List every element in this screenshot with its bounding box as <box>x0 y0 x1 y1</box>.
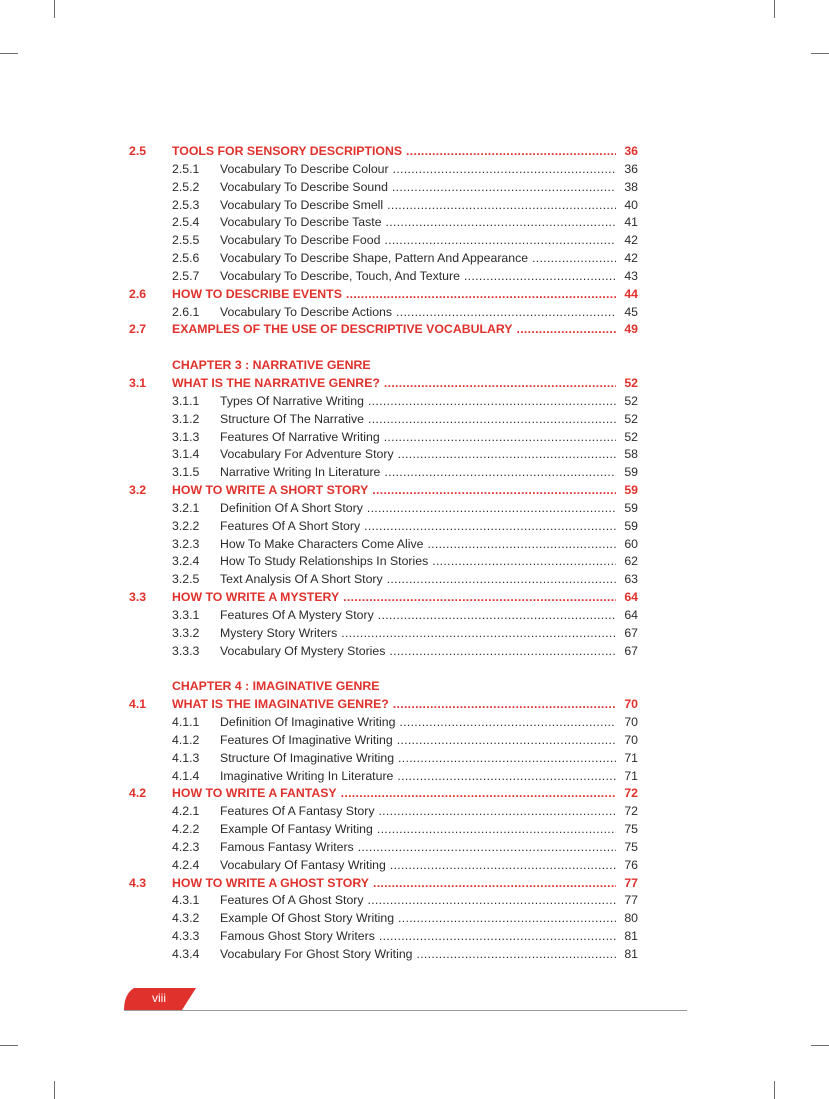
dot-leader <box>372 482 616 500</box>
entry-title: Structure Of Imaginative Writing <box>220 750 395 765</box>
entry-title: Vocabulary To Describe Actions <box>220 304 393 319</box>
dot-leader <box>399 714 616 732</box>
entry-page-number: 70 <box>624 732 638 747</box>
entry-title: Vocabulary Of Fantasy Writing <box>220 857 386 872</box>
entry-number: 4.2 <box>129 786 147 801</box>
entry-title: Vocabulary To Describe Taste <box>220 215 382 230</box>
entry-number: 2.5.6 <box>172 251 200 266</box>
dot-leader <box>384 232 616 250</box>
entry-title: Vocabulary Of Mystery Stories <box>220 643 386 658</box>
entry-title-line <box>172 696 616 714</box>
toc-subsection-entry[interactable] <box>0 803 829 821</box>
toc-subsection-entry[interactable] <box>0 268 829 286</box>
entry-title: Vocabulary To Describe Sound <box>220 179 388 194</box>
entry-title: WHAT IS THE IMAGINATIVE GENRE? <box>172 697 389 712</box>
toc-subsection-entry[interactable] <box>0 750 829 768</box>
toc-subsection-entry[interactable] <box>0 214 829 232</box>
entry-page-number: 52 <box>624 411 638 426</box>
dot-leader <box>397 732 616 750</box>
entry-number: 4.1.2 <box>172 732 200 747</box>
entry-title: Famous Ghost Story Writers <box>220 929 375 944</box>
entry-title: HOW TO WRITE A SHORT STORY <box>172 483 369 498</box>
entry-number: 3.2.4 <box>172 554 200 569</box>
entry-page-number: 72 <box>624 786 638 801</box>
entry-page-number: 58 <box>624 447 638 462</box>
entry-title-line <box>220 571 616 589</box>
entry-page-number: 77 <box>624 875 638 890</box>
entry-title-line <box>220 179 616 197</box>
dot-leader <box>384 375 616 393</box>
entry-page-number: 36 <box>624 161 638 176</box>
entry-page-number: 75 <box>624 822 638 837</box>
dot-leader <box>398 910 616 928</box>
entry-title: Features Of Narrative Writing <box>220 429 380 444</box>
toc-section-entry[interactable] <box>0 875 829 893</box>
chapter-spacer <box>0 660 829 678</box>
entry-page-number: 64 <box>624 607 638 622</box>
dot-leader <box>368 411 616 429</box>
toc-subsection-entry[interactable] <box>0 553 829 571</box>
entry-number: 4.3.4 <box>172 946 200 961</box>
entry-title: Features Of A Mystery Story <box>220 607 374 622</box>
entry-number: 2.5.5 <box>172 233 200 248</box>
crop-mark-bottom-left <box>54 1081 55 1099</box>
dot-leader <box>516 321 616 339</box>
entry-page-number: 59 <box>624 483 638 498</box>
entry-title-line <box>220 536 616 554</box>
dot-leader <box>378 803 616 821</box>
entry-number: 2.6.1 <box>172 304 200 319</box>
entry-title: Structure Of The Narrative <box>220 411 364 426</box>
dot-leader <box>532 250 616 268</box>
toc-subsection-entry[interactable] <box>0 643 829 661</box>
entry-title: Vocabulary For Adventure Story <box>220 447 394 462</box>
entry-title-line <box>172 321 616 339</box>
entry-title-line <box>172 286 616 304</box>
entry-page-number: 44 <box>624 286 638 301</box>
page-number-tab <box>124 988 196 1010</box>
entry-title-line <box>220 768 616 786</box>
entry-title: Example Of Ghost Story Writing <box>220 911 395 926</box>
toc-section-entry[interactable] <box>0 375 829 393</box>
entry-title: Definition Of Imaginative Writing <box>220 715 396 729</box>
entry-page-number: 52 <box>624 375 638 390</box>
entry-number: 3.2.3 <box>172 536 200 551</box>
entry-title: WHAT IS THE NARRATIVE GENRE? <box>172 375 380 390</box>
entry-number: 2.7 <box>129 322 147 337</box>
entry-title-line <box>220 607 616 625</box>
entry-title-line <box>220 643 616 661</box>
entry-number: 3.1.4 <box>172 447 200 462</box>
dot-leader <box>392 179 616 197</box>
entry-title-line <box>220 928 616 946</box>
toc-subsection-entry[interactable] <box>0 839 829 857</box>
entry-title: Mystery Story Writers <box>220 625 338 640</box>
crop-mark-left-bottom <box>0 1045 18 1046</box>
entry-title-line <box>172 482 616 500</box>
entry-title-line <box>220 446 616 464</box>
toc-subsection-entry[interactable] <box>0 625 829 643</box>
entry-number: 4.1 <box>129 697 147 712</box>
toc-section-entry[interactable] <box>0 286 829 304</box>
entry-title-line <box>172 785 616 803</box>
dot-leader <box>358 839 616 857</box>
entry-title: HOW TO WRITE A MYSTERY <box>172 590 340 605</box>
entry-number: 3.1.3 <box>172 429 200 444</box>
dot-leader <box>432 553 616 571</box>
entry-title: Types Of Narrative Writing <box>220 393 364 408</box>
toc-subsection-entry[interactable] <box>0 892 829 910</box>
toc-subsection-entry[interactable] <box>0 732 829 750</box>
dot-leader <box>384 429 616 447</box>
entry-title-line <box>220 197 616 215</box>
entry-page-number: 59 <box>624 500 638 515</box>
entry-title: TOOLS FOR SENSORY DESCRIPTIONS <box>172 144 403 158</box>
entry-page-number: 42 <box>624 233 638 248</box>
dot-leader <box>387 571 616 589</box>
entry-title-line <box>220 250 616 268</box>
entry-number: 4.2.2 <box>172 822 200 837</box>
toc-subsection-entry[interactable] <box>0 250 829 268</box>
entry-page-number: 67 <box>624 625 638 640</box>
dot-leader <box>346 286 616 304</box>
page-number: viii <box>152 991 166 1005</box>
dot-leader <box>390 857 616 875</box>
toc-subsection-entry[interactable] <box>0 429 829 447</box>
entry-title-line <box>220 946 616 964</box>
toc-subsection-entry[interactable] <box>0 304 829 322</box>
dot-leader <box>379 928 616 946</box>
entry-page-number: 52 <box>624 393 638 408</box>
toc-subsection-entry[interactable] <box>0 857 829 875</box>
entry-page-number: 62 <box>624 554 638 569</box>
dot-leader <box>464 268 616 286</box>
toc-subsection-entry[interactable] <box>0 179 829 197</box>
entry-number: 3.1.5 <box>172 465 200 480</box>
entry-page-number: 70 <box>624 697 638 712</box>
entry-title-line <box>220 750 616 768</box>
entry-page-number: 38 <box>624 179 638 194</box>
dot-leader <box>427 536 616 554</box>
entry-number: 3.2.2 <box>172 518 200 533</box>
entry-title: HOW TO WRITE A FANTASY <box>172 786 337 801</box>
entry-number: 4.3.1 <box>172 893 200 908</box>
chapter-heading <box>0 678 829 696</box>
entry-title-line <box>220 857 616 875</box>
entry-title: Vocabulary For Ghost Story Writing <box>220 946 413 961</box>
entry-number: 3.2.1 <box>172 500 200 515</box>
entry-page-number: 81 <box>624 946 638 961</box>
entry-title: Imaginative Writing In Literature <box>220 768 394 783</box>
entry-number: 4.2.4 <box>172 857 200 872</box>
entry-title-line <box>220 232 616 250</box>
entry-page-number: 43 <box>624 268 638 283</box>
dot-leader <box>368 892 616 910</box>
entry-title: Definition Of A Short Story <box>220 500 363 515</box>
dot-leader <box>386 214 616 232</box>
entry-number: 4.3.3 <box>172 929 200 944</box>
toc-section-entry[interactable] <box>0 696 829 714</box>
entry-title-line <box>220 429 616 447</box>
dot-leader <box>373 875 616 893</box>
entry-title: Features Of A Fantasy Story <box>220 804 375 819</box>
entry-title: Vocabulary To Describe Food <box>220 233 381 248</box>
crop-mark-right-top <box>811 53 829 54</box>
entry-title-line <box>220 732 616 750</box>
chapter-title: CHAPTER 3 : NARRATIVE GENRE <box>172 358 371 373</box>
entry-title-line <box>220 518 616 536</box>
toc-section-entry[interactable] <box>0 482 829 500</box>
dot-leader <box>389 643 616 661</box>
entry-title: Vocabulary To Describe Shape, Pattern And Appearance <box>220 251 529 266</box>
toc-subsection-entry[interactable] <box>0 518 829 536</box>
chapter-spacer <box>0 339 829 357</box>
entry-title-line <box>220 714 616 732</box>
toc-subsection-entry[interactable] <box>0 607 829 625</box>
entry-page-number: 49 <box>624 322 638 337</box>
crop-mark-bottom-right <box>774 1081 775 1099</box>
entry-title: Example Of Fantasy Writing <box>220 822 373 837</box>
crop-mark-top-right <box>774 0 775 18</box>
entry-page-number: 64 <box>624 590 638 605</box>
toc-section-entry[interactable] <box>0 589 829 607</box>
dot-leader <box>341 625 616 643</box>
crop-mark-right-bottom <box>811 1045 829 1046</box>
chapter-heading <box>0 357 829 375</box>
entry-number: 3.2 <box>129 483 147 498</box>
toc-subsection-entry[interactable] <box>0 464 829 482</box>
entry-number: 2.5.3 <box>172 197 200 212</box>
entry-title-line <box>220 464 616 482</box>
entry-title-line <box>220 161 616 179</box>
entry-title: Features Of A Short Story <box>220 518 361 533</box>
toc-subsection-entry[interactable] <box>0 928 829 946</box>
entry-title-line <box>172 589 616 607</box>
entry-page-number: 59 <box>624 518 638 533</box>
entry-number: 3.3.1 <box>172 607 200 622</box>
dot-leader <box>398 446 616 464</box>
toc-subsection-entry[interactable] <box>0 446 829 464</box>
toc-subsection-entry[interactable] <box>0 536 829 554</box>
entry-number: 4.1.1 <box>172 715 200 729</box>
dot-leader <box>393 161 616 179</box>
entry-number: 3.1.2 <box>172 411 200 426</box>
crop-mark-left-top <box>0 53 18 54</box>
entry-title-line <box>220 268 616 286</box>
dot-leader <box>367 500 616 518</box>
dot-leader <box>341 785 616 803</box>
entry-title-line <box>220 553 616 571</box>
entry-title: HOW TO WRITE A GHOST STORY <box>172 875 369 890</box>
entry-number: 3.3 <box>129 590 147 605</box>
entry-number: 3.3.3 <box>172 643 200 658</box>
entry-title-line <box>220 839 616 857</box>
dot-leader <box>393 696 616 714</box>
entry-title-line <box>220 910 616 928</box>
dot-leader <box>368 393 616 411</box>
entry-page-number: 77 <box>624 893 638 908</box>
table-of-contents <box>0 143 829 964</box>
entry-title-line <box>220 803 616 821</box>
toc-section-entry[interactable] <box>0 143 829 161</box>
entry-page-number: 40 <box>624 197 638 212</box>
dot-leader <box>406 143 616 161</box>
entry-title: Vocabulary To Describe Smell <box>220 197 384 212</box>
toc-subsection-entry[interactable] <box>0 161 829 179</box>
entry-page-number: 75 <box>624 839 638 854</box>
entry-number: 2.5.4 <box>172 215 200 230</box>
entry-title: Famous Fantasy Writers <box>220 839 354 854</box>
entry-title: EXAMPLES OF THE USE OF DESCRIPTIVE VOCABULARY <box>172 322 513 337</box>
entry-page-number: 71 <box>624 768 638 783</box>
entry-number: 4.1.4 <box>172 768 200 783</box>
entry-title: HOW TO DESCRIBE EVENTS <box>172 286 342 301</box>
chapter-title: CHAPTER 4 : IMAGINATIVE GENRE <box>172 679 380 694</box>
toc-subsection-entry[interactable] <box>0 821 829 839</box>
dot-leader <box>398 750 616 768</box>
entry-page-number: 67 <box>624 643 638 658</box>
entry-number: 3.1 <box>129 375 147 390</box>
entry-page-number: 80 <box>624 911 638 926</box>
entry-title-line <box>220 821 616 839</box>
crop-mark-top-left <box>54 0 55 18</box>
entry-page-number: 36 <box>624 144 638 158</box>
entry-title: How To Study Relationships In Stories <box>220 554 429 569</box>
entry-title-line <box>220 411 616 429</box>
entry-page-number: 45 <box>624 304 638 319</box>
entry-number: 4.2.1 <box>172 804 200 819</box>
entry-number: 2.5.2 <box>172 179 200 194</box>
entry-title-line <box>172 143 616 161</box>
entry-title: Vocabulary To Describe, Touch, And Texture <box>220 268 460 283</box>
entry-number: 3.1.1 <box>172 393 200 408</box>
dot-leader <box>377 821 616 839</box>
entry-number: 4.3 <box>129 875 147 890</box>
entry-page-number: 71 <box>624 750 638 765</box>
entry-number: 2.5.1 <box>172 161 200 176</box>
toc-subsection-entry[interactable] <box>0 197 829 215</box>
entry-number: 2.5.7 <box>172 268 200 283</box>
entry-page-number: 41 <box>624 215 638 230</box>
entry-page-number: 76 <box>624 857 638 872</box>
entry-title-line <box>220 214 616 232</box>
entry-number: 3.3.2 <box>172 625 200 640</box>
toc-subsection-entry[interactable] <box>0 946 829 964</box>
entry-page-number: 72 <box>624 804 638 819</box>
entry-number: 4.3.2 <box>172 911 200 926</box>
toc-section-entry[interactable] <box>0 785 829 803</box>
toc-subsection-entry[interactable] <box>0 232 829 250</box>
dot-leader <box>343 589 616 607</box>
toc-subsection-entry[interactable] <box>0 500 829 518</box>
toc-subsection-entry[interactable] <box>0 393 829 411</box>
entry-page-number: 59 <box>624 465 638 480</box>
entry-title: Vocabulary To Describe Colour <box>220 161 389 176</box>
toc-subsection-entry[interactable] <box>0 714 829 732</box>
entry-page-number: 70 <box>624 715 638 729</box>
entry-title-line <box>172 375 616 393</box>
entry-title: How To Make Characters Come Alive <box>220 536 424 551</box>
dot-leader <box>364 518 616 536</box>
dot-leader <box>417 946 617 964</box>
dot-leader <box>397 768 616 786</box>
entry-title-line <box>220 625 616 643</box>
entry-page-number: 63 <box>624 572 638 587</box>
toc-subsection-entry[interactable] <box>0 768 829 786</box>
entry-number: 3.2.5 <box>172 572 200 587</box>
entry-number: 4.1.3 <box>172 750 200 765</box>
entry-title-line <box>172 875 616 893</box>
entry-title: Features Of Imaginative Writing <box>220 732 393 747</box>
dot-leader <box>384 464 616 482</box>
footer-rule <box>124 1010 687 1011</box>
entry-page-number: 52 <box>624 429 638 444</box>
dot-leader <box>387 197 616 215</box>
toc-subsection-entry[interactable] <box>0 571 829 589</box>
entry-title-line <box>220 304 616 322</box>
entry-title: Text Analysis Of A Short Story <box>220 572 383 587</box>
toc-section-entry[interactable] <box>0 321 829 339</box>
entry-title: Narrative Writing In Literature <box>220 465 381 480</box>
toc-subsection-entry[interactable] <box>0 411 829 429</box>
entry-page-number: 81 <box>624 929 638 944</box>
toc-subsection-entry[interactable] <box>0 910 829 928</box>
dot-leader <box>378 607 616 625</box>
entry-title-line <box>220 500 616 518</box>
entry-number: 2.6 <box>129 286 147 301</box>
entry-number: 4.2.3 <box>172 839 200 854</box>
dot-leader <box>396 304 616 322</box>
entry-page-number: 60 <box>624 536 638 551</box>
entry-title: Features Of A Ghost Story <box>220 893 364 908</box>
entry-title-line <box>220 892 616 910</box>
entry-title-line <box>220 393 616 411</box>
entry-number: 2.5 <box>129 144 147 158</box>
entry-page-number: 42 <box>624 251 638 266</box>
